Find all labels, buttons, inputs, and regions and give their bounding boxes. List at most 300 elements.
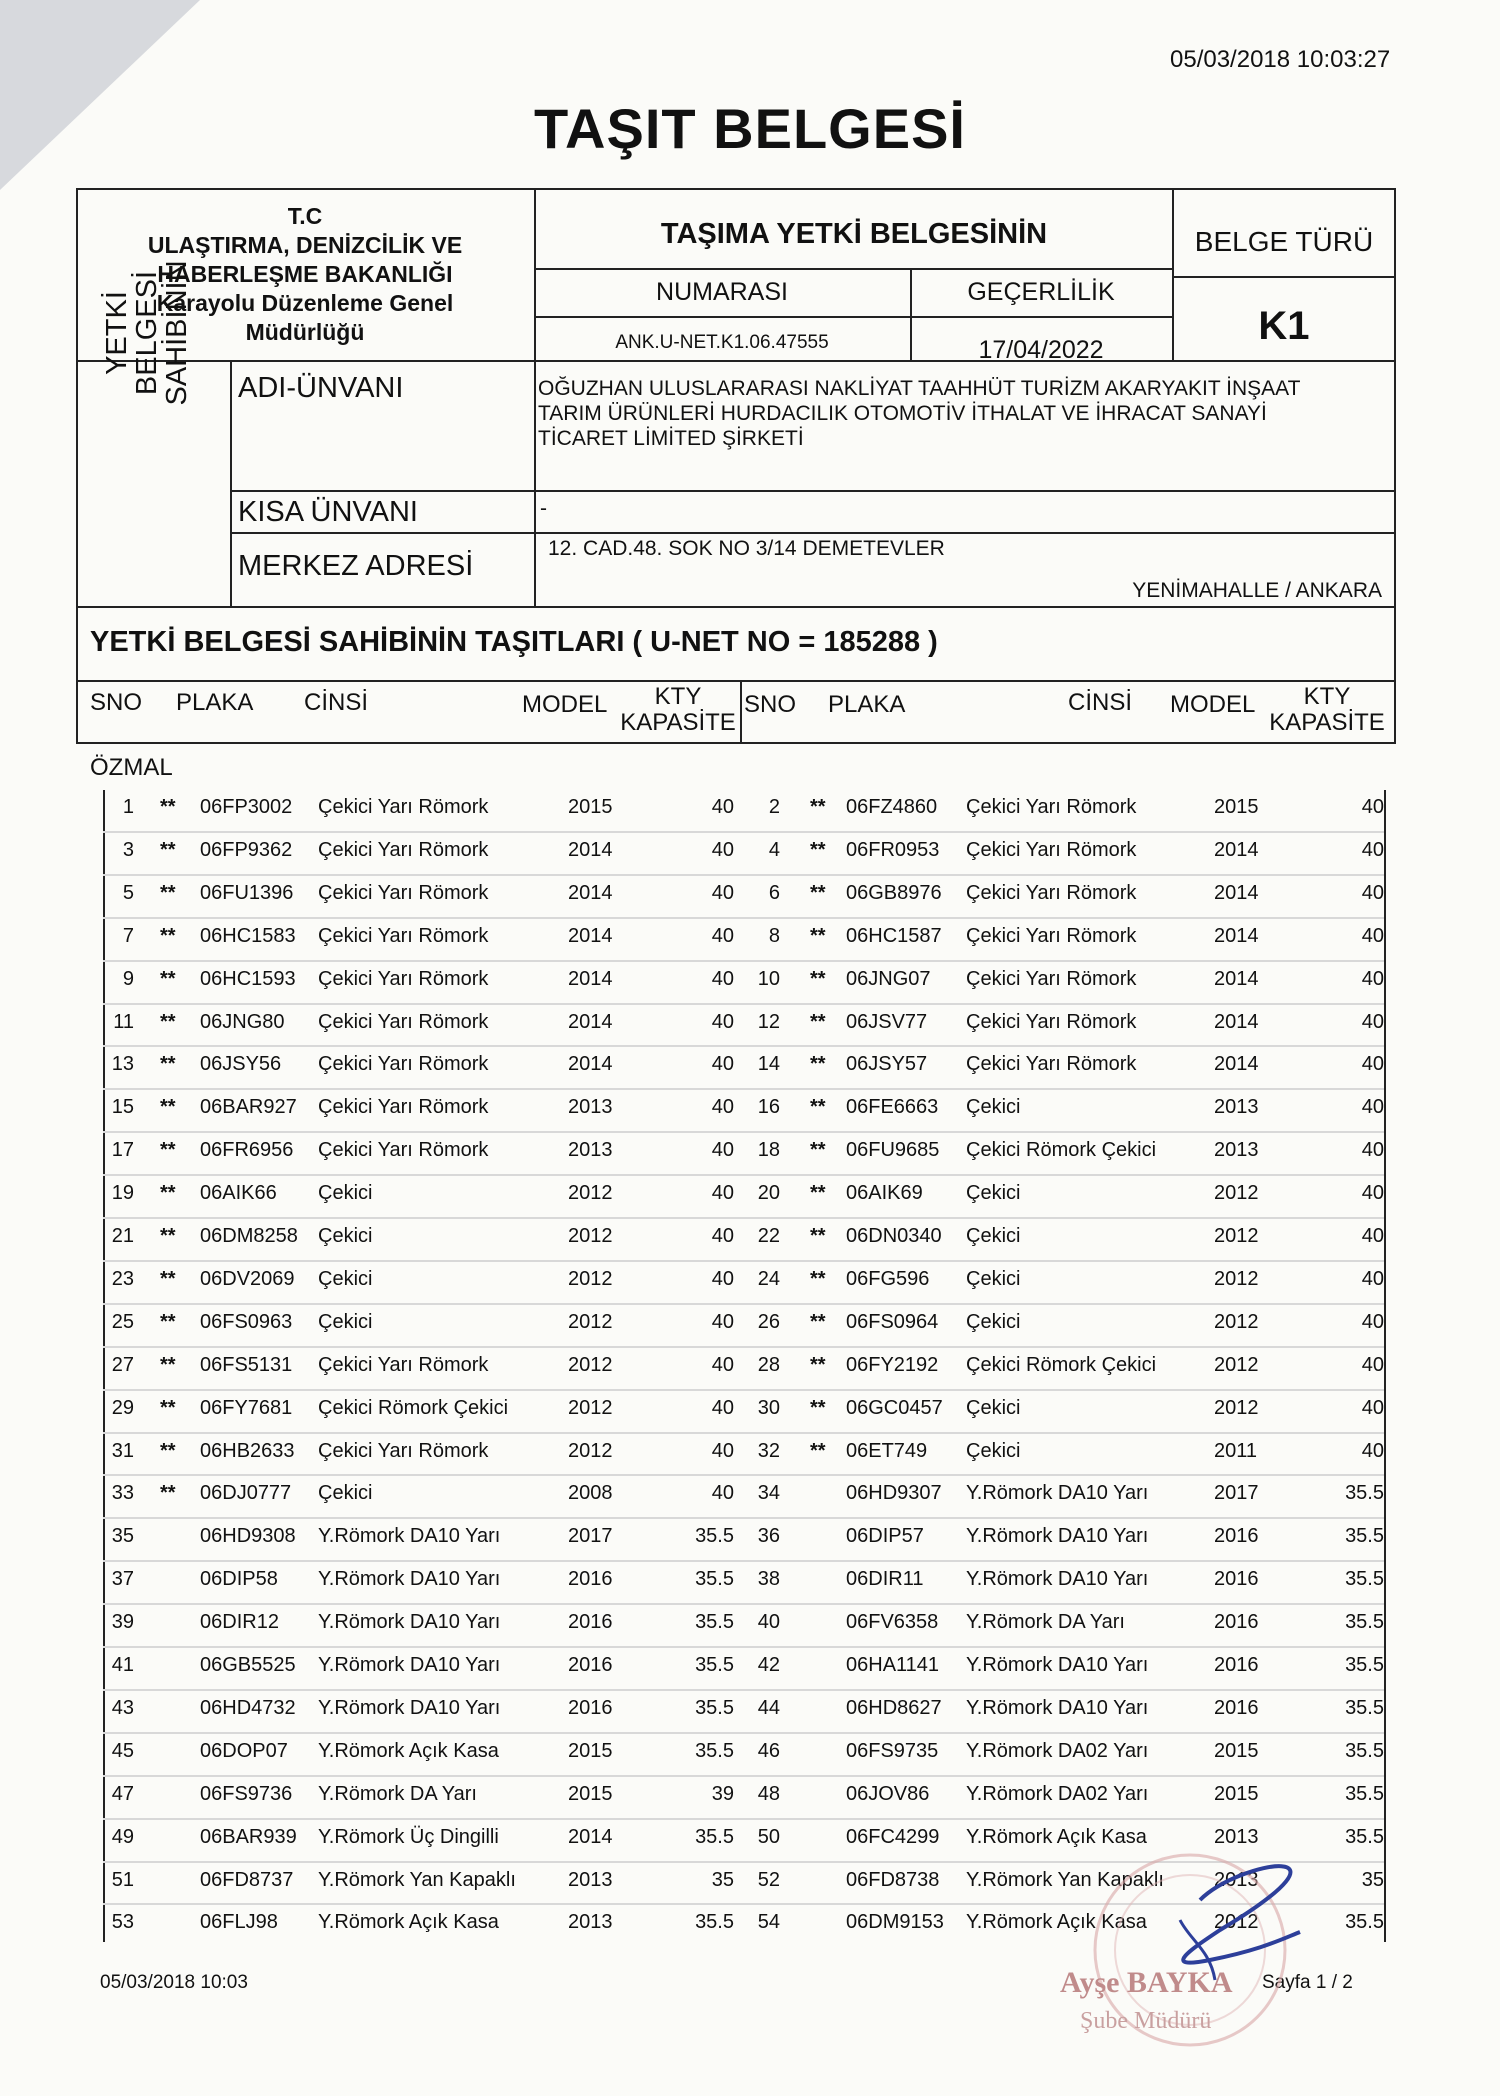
vehicle-sno: 7 [122, 924, 134, 947]
vehicle-capacity: 40 [1361, 1225, 1384, 1247]
vehicle-capacity: 35.5 [695, 1911, 734, 1934]
vehicle-type: Çekici Yarı Römork [318, 1010, 489, 1033]
vehicle-sno: 32 [757, 1439, 780, 1462]
vehicle-model: 2012 [1214, 1353, 1259, 1376]
vehicle-plate: 06FR6956 [200, 1139, 294, 1162]
vehicle-mark: ** [810, 1353, 826, 1376]
vehicle-plate: 06FY2192 [846, 1353, 939, 1376]
vehicle-mark: ** [810, 1053, 826, 1076]
vehicle-type: Çekici Römork Çekici [966, 1353, 1157, 1376]
divider [76, 680, 1396, 682]
vehicle-plate: 06FS9735 [846, 1739, 939, 1762]
vehicle-capacity: 40 [711, 1353, 734, 1376]
divider [534, 268, 1174, 270]
vehicle-type: Y.Römork DA Yarı [318, 1782, 477, 1805]
vehicle-mark: ** [810, 1310, 826, 1333]
vehicle-sno: 12 [757, 1010, 780, 1033]
vehicle-plate: 06JNG80 [200, 1010, 285, 1033]
vehicle-model: 2015 [1214, 1782, 1259, 1805]
vehicle-model: 2014 [568, 881, 613, 904]
vehicle-capacity: 35 [1361, 1868, 1384, 1891]
vehicle-type: Çekici [318, 1182, 373, 1205]
vehicle-model: 2014 [568, 838, 613, 861]
name-label: ADI-ÜNVANI [238, 372, 404, 404]
divider [534, 316, 1174, 318]
vehicle-sno: 9 [122, 967, 134, 990]
vehicle-model: 2013 [568, 1911, 613, 1934]
vehicle-model: 2015 [568, 1739, 613, 1762]
vehicle-plate: 06BAR927 [200, 1096, 297, 1119]
vehicle-capacity: 40 [711, 1225, 734, 1247]
vehicle-capacity: 40 [1361, 1267, 1384, 1290]
vehicle-sno: 22 [757, 1225, 780, 1247]
row-separator [103, 1217, 1384, 1219]
vehicle-capacity: 35.5 [1345, 1654, 1384, 1676]
vehicle-sno: 43 [111, 1696, 134, 1719]
vehicle-capacity: 40 [1361, 1139, 1384, 1162]
vehicle-sno: 29 [111, 1396, 134, 1419]
holder-side-label [102, 248, 192, 418]
col-kty-line: KTY [654, 683, 702, 710]
validity-date: 17/04/2022 [978, 336, 1104, 364]
vehicle-mark: ** [160, 1353, 176, 1376]
vehicle-sno: 8 [768, 924, 780, 947]
vehicle-mark: ** [810, 1396, 826, 1419]
document-title: TAŞIT BELGESİ [534, 97, 966, 160]
vehicle-type: Çekici Yarı Römork [966, 967, 1137, 990]
vehicle-capacity: 40 [1361, 838, 1384, 861]
row-separator [103, 1174, 1384, 1176]
vehicle-type: Çekici [318, 1267, 373, 1290]
table-right-border [1384, 790, 1386, 1942]
vehicle-capacity: 35.5 [1345, 1611, 1384, 1634]
vehicle-plate: 06HD4732 [200, 1696, 296, 1719]
vehicles-title: YETKİ BELGESİ SAHİBİNİN TAŞITLARI ( U-NET NO = 185288 ) [90, 626, 938, 658]
vehicle-capacity: 40 [1361, 1053, 1384, 1076]
vehicle-model: 2016 [568, 1654, 613, 1676]
vehicle-model: 2014 [568, 1053, 613, 1076]
side-label-line: YETKİ [101, 291, 133, 375]
page-number: Sayfa 1 / 2 [1262, 1972, 1353, 1993]
ministry-line: T.C [287, 203, 323, 229]
vehicle-plate: 06FD8737 [200, 1868, 294, 1891]
permit-heading: TAŞIMA YETKİ BELGESİNİN [660, 218, 1048, 250]
divider [740, 680, 742, 744]
vehicle-type: Y.Römork DA10 Yarı [966, 1568, 1149, 1591]
vehicle-plate: 06JSY56 [200, 1053, 282, 1076]
vehicle-type: Y.Römork Yan Kapaklı [318, 1868, 516, 1891]
vehicle-model: 2013 [568, 1868, 613, 1891]
vehicle-capacity: 35.5 [1345, 1782, 1384, 1805]
vehicle-plate: 06FS0963 [200, 1310, 293, 1333]
row-separator [103, 1474, 1384, 1476]
vehicle-sno: 46 [757, 1739, 780, 1762]
vehicle-sno: 11 [113, 1010, 134, 1033]
vehicle-sno: 18 [757, 1139, 780, 1162]
vehicle-mark: ** [810, 967, 826, 990]
table-left-border [103, 790, 105, 1942]
vehicle-sno: 4 [768, 838, 780, 861]
vehicle-mark: ** [810, 838, 826, 861]
vehicle-sno: 35 [111, 1525, 134, 1548]
vehicle-model: 2014 [1214, 1053, 1259, 1076]
vehicle-capacity: 35.5 [695, 1825, 734, 1848]
vehicle-capacity: 40 [1361, 1182, 1384, 1205]
vehicle-capacity: 40 [711, 796, 734, 818]
vehicle-model: 2012 [1214, 1310, 1259, 1333]
vehicle-sno: 47 [111, 1782, 134, 1805]
vehicle-plate: 06HA1141 [846, 1654, 940, 1676]
vehicle-capacity: 40 [711, 1482, 734, 1505]
vehicle-mark: ** [160, 1182, 176, 1205]
vehicle-type: Çekici Yarı Römork [966, 881, 1137, 904]
vehicle-capacity: 40 [711, 1396, 734, 1419]
vehicle-model: 2012 [568, 1310, 613, 1333]
vehicle-type: Y.Römork DA10 Yarı [318, 1654, 501, 1676]
vehicle-mark: ** [160, 1482, 176, 1505]
vehicle-sno: 20 [757, 1182, 780, 1205]
footer-timestamp: 05/03/2018 10:03 [100, 1972, 248, 1993]
vehicle-plate: 06DIR11 [846, 1568, 924, 1591]
vehicle-type: Y.Römork DA10 Yarı [318, 1696, 501, 1719]
vehicle-plate: 06FE6663 [846, 1096, 939, 1119]
vehicle-type: Çekici Römork Çekici [966, 1139, 1157, 1162]
vehicle-capacity: 40 [1361, 1353, 1384, 1376]
vehicle-capacity: 35.5 [1345, 1482, 1384, 1505]
row-separator [103, 1003, 1384, 1005]
vehicle-mark: ** [810, 796, 826, 818]
vehicle-plate: 06FV6358 [846, 1611, 939, 1634]
vehicle-type: Y.Römork DA10 Yarı [966, 1525, 1149, 1548]
vehicle-sno: 19 [111, 1182, 134, 1205]
vehicle-sno: 17 [111, 1139, 134, 1162]
vehicle-type: Y.Römork Açık Kasa [318, 1739, 499, 1762]
print-timestamp: 05/03/2018 10:03:27 [1170, 46, 1391, 73]
vehicle-model: 2017 [1214, 1482, 1259, 1505]
vehicle-type: Çekici Yarı Römork [318, 1096, 489, 1119]
col-kty-line: KAPASİTE [1269, 709, 1385, 736]
vehicle-mark: ** [160, 1053, 176, 1076]
vehicle-plate: 06DJ0777 [200, 1482, 292, 1505]
vehicle-capacity: 40 [1361, 1310, 1384, 1333]
row-separator [103, 1517, 1384, 1519]
vehicle-model: 2014 [568, 1010, 613, 1033]
vehicle-capacity: 40 [1361, 796, 1384, 818]
vehicle-model: 2016 [1214, 1611, 1259, 1634]
vehicle-model: 2014 [568, 967, 613, 990]
vehicle-sno: 14 [757, 1053, 780, 1076]
short-name-label: KISA ÜNVANI [238, 496, 418, 528]
vehicle-model: 2016 [1214, 1654, 1259, 1676]
row-separator [103, 1260, 1384, 1262]
vehicle-plate: 06DN0340 [846, 1225, 942, 1247]
folded-page-corner [0, 0, 200, 190]
vehicle-capacity: 40 [711, 1267, 734, 1290]
vehicle-sno: 49 [111, 1825, 134, 1848]
vehicle-sno: 10 [757, 967, 780, 990]
vehicle-plate: 06FR0953 [846, 838, 940, 861]
vehicle-sno: 13 [111, 1053, 134, 1076]
vehicle-mark: ** [810, 1139, 826, 1162]
vehicle-model: 2013 [1214, 1868, 1259, 1891]
vehicle-mark: ** [160, 1225, 176, 1247]
vehicle-plate: 06FU9685 [846, 1139, 940, 1162]
vehicle-sno: 26 [757, 1310, 780, 1333]
col-sno-2: SNO [744, 691, 797, 718]
vehicle-model: 2016 [568, 1568, 613, 1591]
vehicle-capacity: 40 [711, 1010, 734, 1033]
vehicle-plate: 06JSV77 [846, 1010, 928, 1033]
vehicle-type: Çekici Yarı Römork [318, 967, 489, 990]
vehicle-model: 2012 [1214, 1225, 1259, 1247]
vehicle-type: Y.Römork DA10 Yarı [966, 1482, 1149, 1505]
vehicle-type: Y.Römork DA10 Yarı [966, 1696, 1149, 1719]
vehicle-mark: ** [160, 1396, 176, 1419]
vehicle-plate: 06HD8627 [846, 1696, 942, 1719]
vehicle-sno: 5 [122, 881, 134, 904]
holder-name [538, 376, 1300, 451]
vehicle-mark: ** [160, 1310, 176, 1333]
vehicle-mark: ** [160, 1096, 176, 1119]
ministry-line: Müdürlüğü [245, 319, 365, 345]
vehicle-type: Y.Römork Açık Kasa [966, 1911, 1147, 1934]
col-kty [618, 684, 738, 736]
vehicle-model: 2012 [568, 1225, 613, 1247]
vehicle-type: Çekici [966, 1225, 1021, 1247]
col-kty-line: KTY [1303, 683, 1351, 710]
vehicle-model: 2012 [1214, 1182, 1259, 1205]
vehicle-model: 2015 [568, 1782, 613, 1805]
vehicle-plate: 06JSY57 [846, 1053, 928, 1076]
vehicle-type: Y.Römork Üç Dingilli [318, 1825, 499, 1848]
vehicle-type: Çekici Yarı Römork [966, 924, 1137, 947]
vehicle-model: 2016 [1214, 1696, 1259, 1719]
vehicle-type: Çekici Yarı Römork [318, 1139, 489, 1162]
vehicle-model: 2014 [1214, 967, 1259, 990]
vehicle-capacity: 40 [1361, 881, 1384, 904]
vehicle-mark: ** [160, 967, 176, 990]
vehicle-mark: ** [160, 881, 176, 904]
vehicle-sno: 21 [111, 1225, 134, 1247]
divider [534, 188, 536, 608]
address-label: MERKEZ ADRESİ [238, 550, 474, 582]
ministry-line: ULAŞTIRMA, DENİZCİLİK VE [147, 232, 463, 258]
vehicle-model: 2016 [568, 1696, 613, 1719]
vehicle-type: Y.Römork DA10 Yarı [318, 1568, 501, 1591]
row-separator [103, 831, 1384, 833]
vehicle-capacity: 40 [711, 1053, 734, 1076]
vehicle-mark: ** [160, 838, 176, 861]
vehicle-plate: 06FD8738 [846, 1868, 940, 1891]
col-cinsi: CİNSİ [304, 689, 369, 716]
vehicle-sno: 15 [111, 1096, 134, 1119]
vehicle-type: Y.Römork Yan Kapaklı [966, 1868, 1164, 1891]
vehicle-model: 2015 [1214, 1739, 1259, 1762]
ownership-group-label: ÖZMAL [90, 754, 173, 781]
vehicle-capacity: 35.5 [1345, 1696, 1384, 1719]
col-kty-2 [1262, 684, 1392, 736]
signature-stamp [1040, 1820, 1320, 2050]
vehicle-plate: 06HC1583 [200, 924, 296, 947]
vehicle-plate: 06FU1396 [200, 881, 294, 904]
vehicle-sno: 2 [768, 796, 780, 818]
vehicle-type: Y.Römork DA02 Yarı [966, 1739, 1149, 1762]
side-label-line: BELGESİ [131, 270, 163, 396]
vehicle-type: Y.Römork DA10 Yarı [318, 1525, 501, 1548]
col-model: MODEL [522, 691, 608, 718]
vehicle-plate: 06FP9362 [200, 838, 293, 861]
vehicle-mark: ** [160, 1139, 176, 1162]
vehicle-type: Y.Römork DA10 Yarı [318, 1611, 501, 1634]
vehicle-plate: 06DM8258 [200, 1225, 298, 1247]
vehicle-sno: 40 [757, 1611, 780, 1634]
vehicle-model: 2012 [1214, 1911, 1259, 1934]
vehicle-plate: 06HD9307 [846, 1482, 942, 1505]
vehicle-plate: 06JOV86 [846, 1782, 930, 1805]
vehicle-model: 2008 [568, 1482, 613, 1505]
vehicle-plate: 06DOP07 [200, 1739, 288, 1762]
vehicle-sno: 38 [757, 1568, 780, 1591]
vehicle-model: 2013 [1214, 1096, 1259, 1119]
vehicle-capacity: 40 [1361, 967, 1384, 990]
doc-type-label: BELGE TÜRÜ [1194, 226, 1374, 257]
vehicle-model: 2012 [1214, 1396, 1259, 1419]
vehicle-type: Çekici [318, 1225, 373, 1247]
vehicle-type: Çekici [318, 1482, 373, 1505]
vehicle-model: 2013 [1214, 1825, 1259, 1848]
row-separator [103, 1689, 1384, 1691]
row-separator [103, 1088, 1384, 1090]
vehicle-sno: 27 [111, 1353, 134, 1376]
row-separator [103, 1775, 1384, 1777]
vehicle-model: 2015 [1214, 796, 1259, 818]
vehicle-plate: 06GB5525 [200, 1654, 296, 1676]
vehicle-sno: 28 [757, 1353, 780, 1376]
vehicle-capacity: 35.5 [1345, 1911, 1384, 1934]
vehicle-model: 2013 [568, 1096, 613, 1119]
holder-name-line: TARIM ÜRÜNLERİ HURDACILIK OTOMOTİV İTHALAT VE İHRACAT SANAYİ [538, 402, 1267, 425]
vehicle-plate: 06HC1587 [846, 924, 942, 947]
vehicle-sno: 52 [757, 1868, 780, 1891]
vehicle-capacity: 35.5 [695, 1654, 734, 1676]
col-plaka: PLAKA [176, 689, 254, 716]
row-separator [103, 917, 1384, 919]
vehicle-mark: ** [810, 1010, 826, 1033]
vehicle-mark: ** [160, 924, 176, 947]
row-separator [103, 1346, 1384, 1348]
vehicle-mark: ** [810, 924, 826, 947]
row-separator [103, 1303, 1384, 1305]
vehicle-model: 2013 [1214, 1139, 1259, 1162]
short-name-value: - [540, 497, 547, 520]
vehicle-type: Çekici [966, 1396, 1021, 1419]
divider [230, 532, 1396, 534]
vehicle-model: 2012 [568, 1267, 613, 1290]
vehicle-type: Çekici [966, 1267, 1021, 1290]
vehicle-capacity: 40 [711, 838, 734, 861]
vehicle-model: 2014 [568, 924, 613, 947]
vehicle-capacity: 40 [711, 881, 734, 904]
row-separator [103, 1603, 1384, 1605]
vehicle-sno: 42 [757, 1654, 780, 1676]
vehicle-sno: 25 [111, 1310, 134, 1333]
col-sno: SNO [90, 689, 143, 716]
vehicle-sno: 23 [111, 1267, 134, 1290]
vehicle-capacity: 35 [711, 1868, 734, 1891]
vehicle-plate: 06DV2069 [200, 1267, 295, 1290]
vehicle-plate: 06HD9308 [200, 1525, 296, 1548]
vehicle-sno: 34 [757, 1482, 780, 1505]
vehicle-sno: 53 [111, 1911, 134, 1934]
vehicle-model: 2016 [1214, 1568, 1259, 1591]
vehicle-type: Y.Römork DA10 Yarı [966, 1654, 1149, 1676]
vehicle-capacity: 40 [711, 1439, 734, 1462]
vehicle-plate: 06GC0457 [846, 1396, 943, 1419]
vehicle-type: Çekici [966, 1096, 1021, 1119]
vehicle-type: Çekici Yarı Römork [318, 1053, 489, 1076]
vehicle-type: Çekici Yarı Römork [318, 924, 489, 947]
vehicle-sno: 44 [757, 1696, 780, 1719]
validity-label: GEÇERLİLİK [967, 278, 1115, 306]
permit-number: ANK.U-NET.K1.06.47555 [615, 332, 829, 353]
vehicle-model: 2014 [1214, 1010, 1259, 1033]
vehicle-sno: 33 [111, 1482, 134, 1505]
vehicle-capacity: 35.5 [695, 1611, 734, 1634]
vehicle-sno: 36 [757, 1525, 780, 1548]
vehicle-capacity: 35.5 [1345, 1525, 1384, 1548]
vehicle-model: 2015 [568, 796, 613, 818]
vehicle-plate: 06FS0964 [846, 1310, 939, 1333]
vehicle-sno: 39 [111, 1611, 134, 1634]
holder-name-line: TİCARET LİMİTED ŞİRKETİ [538, 427, 804, 450]
vehicle-type: Çekici Yarı Römork [318, 881, 489, 904]
vehicle-sno: 45 [111, 1739, 134, 1762]
col-cinsi-2: CİNSİ [1068, 689, 1133, 716]
vehicle-type: Y.Römork Açık Kasa [318, 1911, 499, 1934]
row-separator [103, 1131, 1384, 1133]
vehicle-sno: 48 [757, 1782, 780, 1805]
vehicle-sno: 41 [111, 1654, 134, 1676]
vehicle-sno: 1 [122, 796, 134, 818]
col-plaka-2: PLAKA [828, 691, 906, 718]
ministry-line: HABERLEŞME BAKANLIĞI [157, 261, 453, 287]
vehicle-capacity: 40 [711, 1182, 734, 1205]
row-separator [103, 1732, 1384, 1734]
row-separator [103, 1045, 1384, 1047]
vehicle-plate: 06DIP57 [846, 1525, 924, 1548]
vehicle-model: 2014 [1214, 924, 1259, 947]
svg-text:Ayşe BAYKA: Ayşe BAYKA [1060, 1966, 1233, 1999]
vehicle-plate: 06FLJ98 [200, 1911, 278, 1934]
vehicle-mark: ** [160, 1010, 176, 1033]
vehicle-model: 2012 [568, 1396, 613, 1419]
vehicle-mark: ** [810, 1182, 826, 1205]
vehicle-plate: 06ET749 [846, 1439, 928, 1462]
vehicle-type: Çekici Yarı Römork [318, 796, 489, 818]
vehicle-mark: ** [810, 881, 826, 904]
vehicle-capacity: 35.5 [695, 1525, 734, 1548]
row-separator [103, 1432, 1384, 1434]
vehicle-model: 2011 [1214, 1439, 1258, 1462]
vehicle-capacity: 40 [711, 1139, 734, 1162]
vehicle-sno: 37 [111, 1568, 134, 1591]
vehicle-mark: ** [160, 1439, 176, 1462]
vehicle-plate: 06JNG07 [846, 967, 931, 990]
holder-name-line: OĞUZHAN ULUSLARARASI NAKLİYAT TAAHHÜT TURİZM AKARYAKIT İNŞAAT [538, 377, 1301, 400]
vehicle-type: Çekici Yarı Römork [966, 838, 1137, 861]
vehicle-plate: 06FY7681 [200, 1396, 293, 1419]
vehicle-model: 2012 [568, 1439, 613, 1462]
